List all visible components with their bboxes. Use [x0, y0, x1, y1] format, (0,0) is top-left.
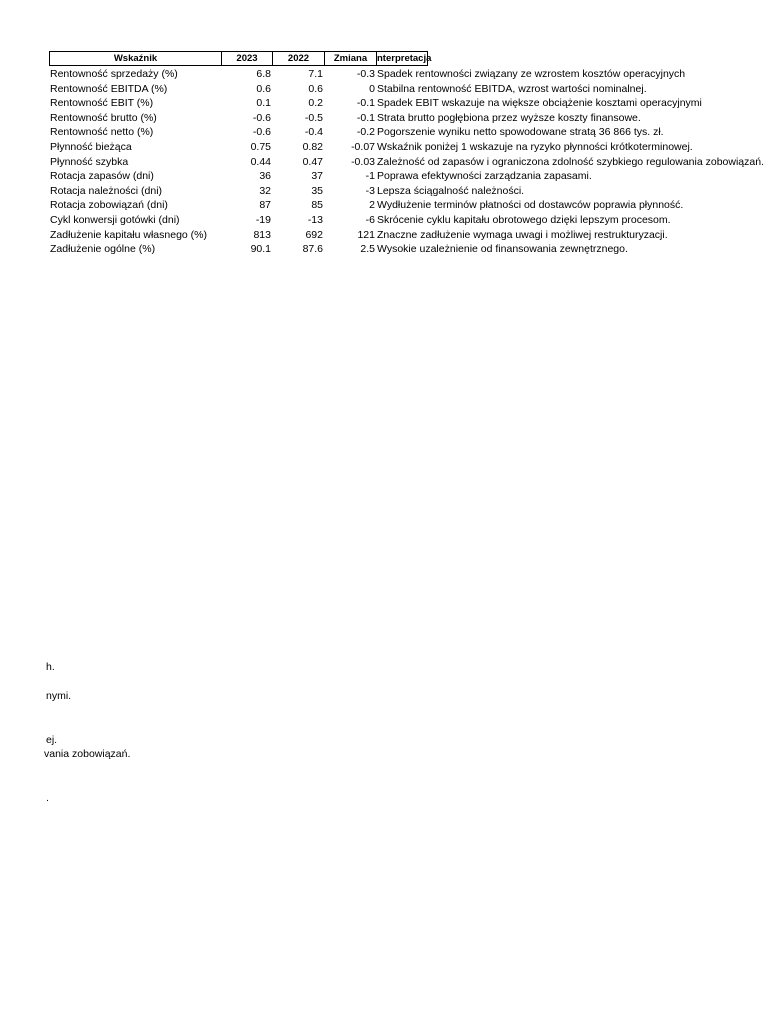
table-row [49, 125, 689, 140]
table-row [49, 140, 693, 155]
indicator-name-cell: Zadłużenie ogólne (%) [50, 243, 156, 256]
interpretation-cell: Spadek EBIT wskazuje na większe obciążenie kosztami operacyjnymi [377, 97, 702, 110]
table-row [49, 242, 689, 257]
interpretation-cell: Wskaźnik poniżej 1 wskazuje na ryzyko płynności krótkoterminowej. [377, 140, 693, 153]
value-2022-cell: 692 [305, 228, 323, 241]
indicator-name-cell: Rentowność netto (%) [50, 126, 154, 139]
value-2022-cell: 0.82 [302, 140, 323, 153]
value-2023-cell: 36 [259, 170, 271, 183]
interpretation-cell: Wydłużenie terminów płatności od dostawców poprawia płynność. [377, 199, 684, 212]
table-row [49, 198, 689, 213]
value-2022-cell: 0.6 [308, 82, 323, 95]
value-2023-cell: 0.1 [256, 97, 271, 110]
value-2022-cell: -13 [307, 213, 323, 226]
value-2023-cell: -19 [255, 213, 271, 226]
interpretation-cell: Spadek rentowności związany ze wzrostem kosztów operacyjnych [377, 68, 686, 80]
value-2022-cell: 35 [311, 184, 323, 197]
change-cell: -0.1 [356, 111, 375, 124]
change-cell: 2.5 [360, 243, 375, 256]
value-2023-cell: 87 [259, 199, 271, 212]
overflow-text-fragment: vania zobowiązań. [44, 748, 131, 760]
header-change: Zmiana [324, 51, 377, 66]
change-cell: 121 [357, 228, 375, 241]
change-cell: 2 [369, 199, 375, 212]
value-2022-cell: 87.6 [302, 243, 323, 256]
value-2022-cell: 0.2 [308, 97, 323, 110]
interpretation-cell: Skrócenie cyklu kapitału obrotowego dzięki lepszym procesom. [377, 213, 671, 226]
overflow-text-fragment: h. [46, 661, 55, 673]
overflow-text-fragment: . [46, 792, 49, 804]
value-2023-cell: 813 [253, 228, 271, 241]
table-row [49, 155, 764, 170]
table-row [49, 169, 689, 184]
table-row [49, 82, 689, 97]
indicator-name-cell: Płynność bieżąca [50, 140, 132, 153]
header-2022: 2022 [272, 51, 325, 66]
value-2023-cell: 32 [259, 184, 271, 197]
table-body [49, 67, 764, 257]
interpretation-cell: Zależność od zapasów i ograniczona zdolność szybkiego regulowania zobowiązań. [377, 155, 764, 168]
value-2022-cell: 37 [311, 170, 323, 183]
value-2022-cell: 85 [311, 199, 323, 212]
value-2023-cell: -0.6 [252, 111, 271, 124]
value-2023-cell: 6.8 [256, 68, 271, 80]
interpretation-cell: Lepsza ściągalność należności. [377, 184, 525, 197]
table-row [49, 96, 702, 111]
value-2022-cell: -0.5 [304, 111, 323, 124]
value-2023-cell: 0.6 [256, 82, 271, 95]
change-cell: -6 [365, 213, 375, 226]
value-2023-cell: 90.1 [250, 243, 271, 256]
value-2022-cell: 7.1 [308, 68, 323, 80]
indicator-name-cell: Płynność szybka [50, 155, 129, 168]
value-2023-cell: 0.75 [250, 140, 271, 153]
indicator-name-cell: Rentowność sprzedaży (%) [50, 68, 178, 80]
table-row [49, 111, 689, 126]
table-header-row [49, 51, 689, 67]
indicator-name-cell: Rentowność brutto (%) [50, 111, 157, 124]
header-interpretation: nterpretacja [377, 53, 432, 64]
indicator-name-cell: Rentowność EBITDA (%) [50, 82, 168, 95]
table-row [49, 67, 689, 82]
change-cell: -0.1 [356, 97, 375, 110]
interpretation-cell: Wysokie uzależnienie od finansowania zewnętrznego. [377, 243, 628, 256]
interpretation-cell: Stabilna rentowność EBITDA, wzrost wartości nominalnej. [377, 82, 647, 95]
change-cell: -1 [365, 170, 375, 183]
interpretation-cell: Pogorszenie wyniku netto spowodowane stratą 36 866 tys. zł. [377, 126, 664, 139]
change-cell: -3 [365, 184, 375, 197]
interpretation-cell: Poprawa efektywności zarządzania zapasami. [377, 170, 592, 183]
change-cell: 0 [369, 82, 375, 95]
header-2023: 2023 [221, 51, 273, 66]
overflow-text-fragment: nymi. [46, 690, 72, 702]
interpretation-cell: Strata brutto pogłębiona przez wyższe koszty finansowe. [377, 111, 641, 124]
indicator-name-cell: Cykl konwersji gotówki (dni) [50, 213, 180, 226]
change-cell: -0.3 [356, 68, 375, 80]
overflow-text-fragment: ej. [46, 734, 58, 746]
indicator-name-cell: Zadłużenie kapitału własnego (%) [50, 228, 208, 241]
table-row [49, 213, 689, 228]
value-2022-cell: 0.47 [302, 155, 323, 168]
financial-ratios-table [49, 51, 764, 257]
indicator-name-cell: Rotacja zapasów (dni) [50, 170, 154, 183]
header-indicator: Wskaźnik [49, 51, 222, 66]
change-cell: -0.2 [356, 126, 375, 139]
change-cell: -0.07 [351, 140, 375, 153]
indicator-name-cell: Rentowność EBIT (%) [50, 97, 154, 110]
value-2022-cell: -0.4 [304, 126, 323, 139]
change-cell: -0.03 [351, 155, 375, 168]
table-row [49, 184, 689, 199]
interpretation-cell: Znaczne zadłużenie wymaga uwagi i możliwej restrukturyzacji. [377, 228, 668, 241]
value-2023-cell: 0.44 [250, 155, 271, 168]
table-row [49, 228, 689, 243]
value-2023-cell: -0.6 [252, 126, 271, 139]
indicator-name-cell: Rotacja zobowiązań (dni) [50, 199, 168, 212]
indicator-name-cell: Rotacja należności (dni) [50, 184, 163, 197]
